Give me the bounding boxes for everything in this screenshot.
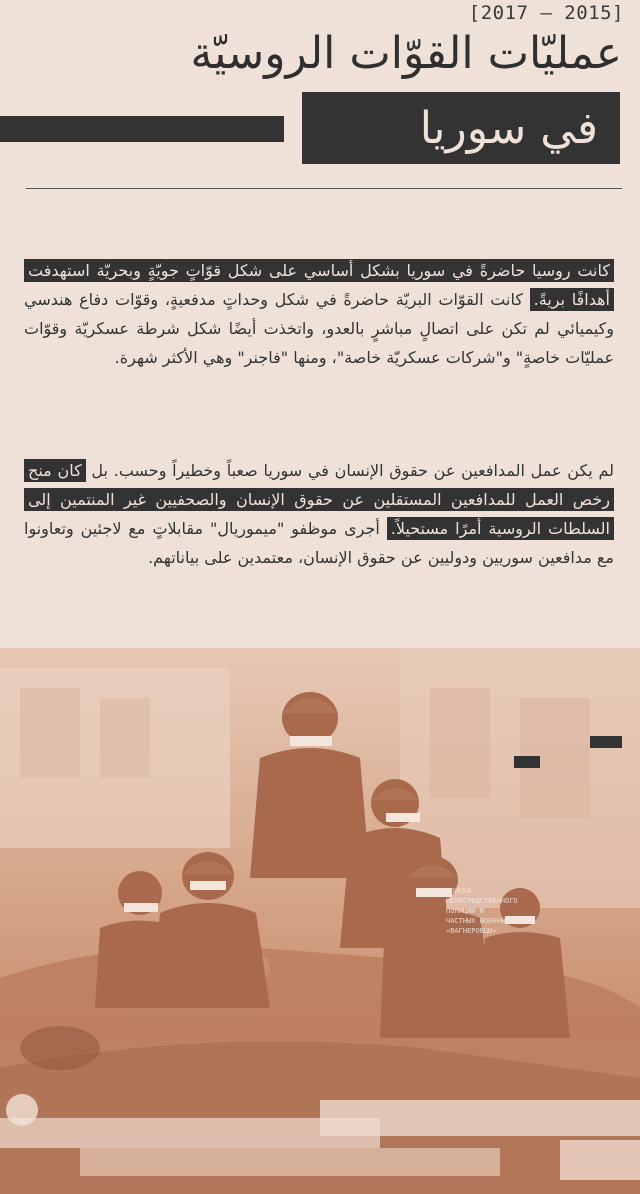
soldiers-photo	[0, 648, 640, 1194]
paragraph-2-highlight: كان منح رخص العمل للمدافعين المستقلين عن حقوق الإنسان والصحفيين غير المنتمين إلى السلطات الروسية أمرًا مستحيلاً.	[24, 459, 614, 540]
paragraph-1-highlight: كانت روسيا حاضرةً في سوريا بشكل أساسي على شكل قوّاتٍ جويّةٍ وبحريّة استهدفت أهدافًا بريةً.	[24, 259, 614, 311]
title-highlight-box	[302, 92, 620, 164]
date-range: [2017 — 2015]	[468, 2, 624, 24]
paragraph-1-text: كانت القوّات البريّة حاضرةً في شكل وحداتٍ مدفعيةٍ، وقوّات دفاع هندسي وكيميائي لم تكن على اتصالٍ مباشرٍ بالعدو، واتخذت أيضًا شكل شرطة عسكريّة وقوّات عمليّات خاصةٍ" و"شركات عسكريّة خاصة"، ومنها "فاجنر" وهي الأكثر شهرة.	[24, 290, 614, 367]
glitch-block-2	[514, 756, 540, 768]
paragraph-2-text-before: لم يكن عمل المدافعين عن حقوق الإنسان في سوريا صعباً وخطيراً وحسب. بل	[85, 461, 614, 480]
soldiers-photo-illustration	[0, 648, 640, 1194]
divider	[26, 188, 622, 189]
photo-caption: ВОЙСКА НЕПОСРЕДСТВЕННОГО ПОЛИЦИИ И ЧАСТНЫХ ВОЕННЫХ КОМ «ВАГНЕРОВЦЫ»	[446, 887, 527, 935]
page-title: عمليّات القوّات الروسيّة	[190, 28, 622, 79]
decorative-bar	[0, 116, 284, 142]
paragraph-1	[24, 256, 614, 372]
glitch-block-1	[590, 736, 622, 748]
paragraph-2	[24, 456, 614, 572]
page-subtitle: في سوريا	[419, 102, 598, 154]
paragraph-2-text-after: أجرى موظفو "ميموريال" مقابلاتٍ مع لاجئين وتعاونوا مع مدافعين سوريين ودوليين عن حقوق الإنسان، معتمدين على بياناتهم.	[24, 519, 614, 567]
